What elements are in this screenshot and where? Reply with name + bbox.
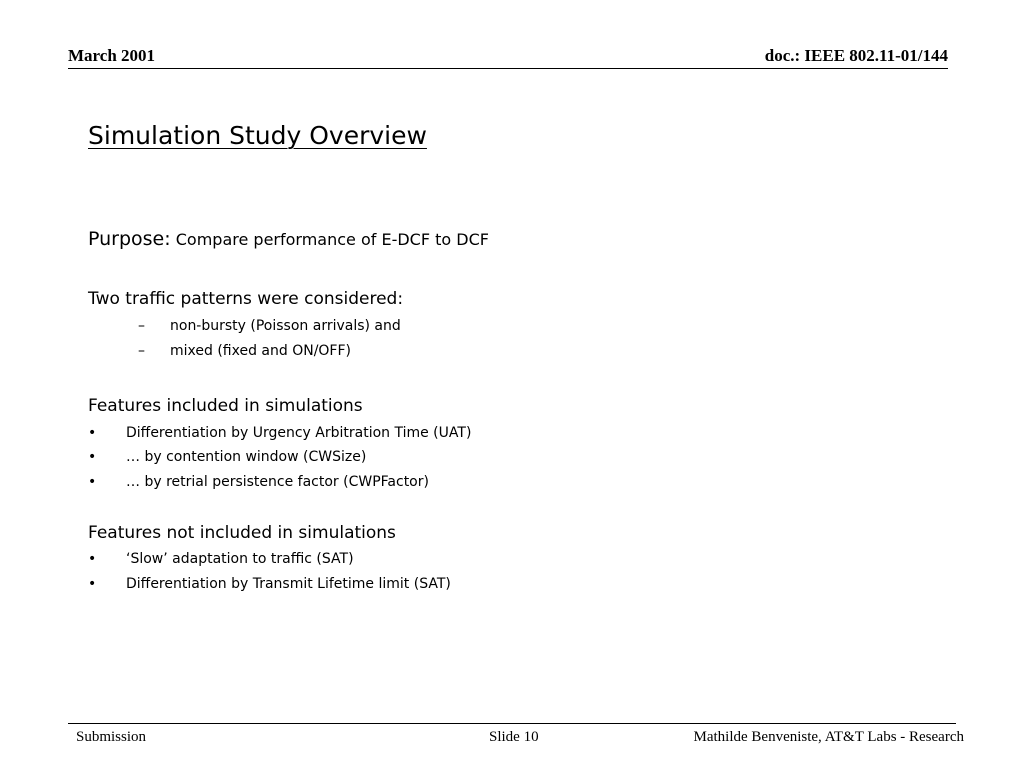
purpose-label: Purpose:: [88, 228, 171, 250]
list-item-text: Differentiation by Transmit Lifetime limit (SAT): [126, 576, 451, 592]
list-item-text: non-bursty (Poisson arrivals) and: [170, 318, 401, 334]
list-item-text: … by contention window (CWSize): [126, 449, 367, 465]
list-item-text: Differentiation by Urgency Arbitration Time (UAT): [126, 425, 472, 441]
header-doc-id: doc.: IEEE 802.11-01/144: [764, 46, 948, 65]
list-item: [88, 423, 471, 443]
bullet-marker: •: [88, 474, 97, 490]
slide-title: Simulation Study Overview: [88, 121, 427, 150]
list-item-text: … by retrial persistence factor (CWPFactor): [126, 474, 429, 490]
traffic-heading: Two traffic patterns were considered:: [88, 289, 404, 309]
bullet-marker: •: [88, 551, 97, 567]
footer-divider: [68, 723, 956, 724]
footer-slide-number: Slide 10: [489, 729, 539, 745]
purpose-line: [88, 228, 489, 250]
bullet-marker: •: [88, 576, 97, 592]
bullet-marker: •: [88, 425, 97, 441]
list-item-text: ‘Slow’ adaptation to traffic (SAT): [126, 551, 354, 567]
list-item: [88, 472, 429, 492]
list-item: [138, 341, 351, 361]
footer-submission: Submission: [76, 729, 147, 745]
included-heading: Features included in simulations: [88, 396, 363, 416]
list-item: [138, 316, 401, 336]
dash-marker: –: [138, 318, 145, 334]
header-date: March 2001: [68, 46, 156, 65]
bullet-marker: •: [88, 449, 97, 465]
footer-author: Mathilde Benveniste, AT&T Labs - Research: [693, 729, 964, 745]
list-item-text: mixed (fixed and ON/OFF): [170, 343, 352, 359]
not-included-heading: Features not included in simulations: [88, 523, 396, 543]
dash-marker: –: [138, 343, 145, 359]
list-item: [88, 549, 354, 569]
list-item: [88, 447, 366, 467]
purpose-text: Compare performance of E-DCF to DCF: [175, 230, 489, 249]
header-divider: [68, 68, 948, 69]
list-item: [88, 574, 451, 594]
